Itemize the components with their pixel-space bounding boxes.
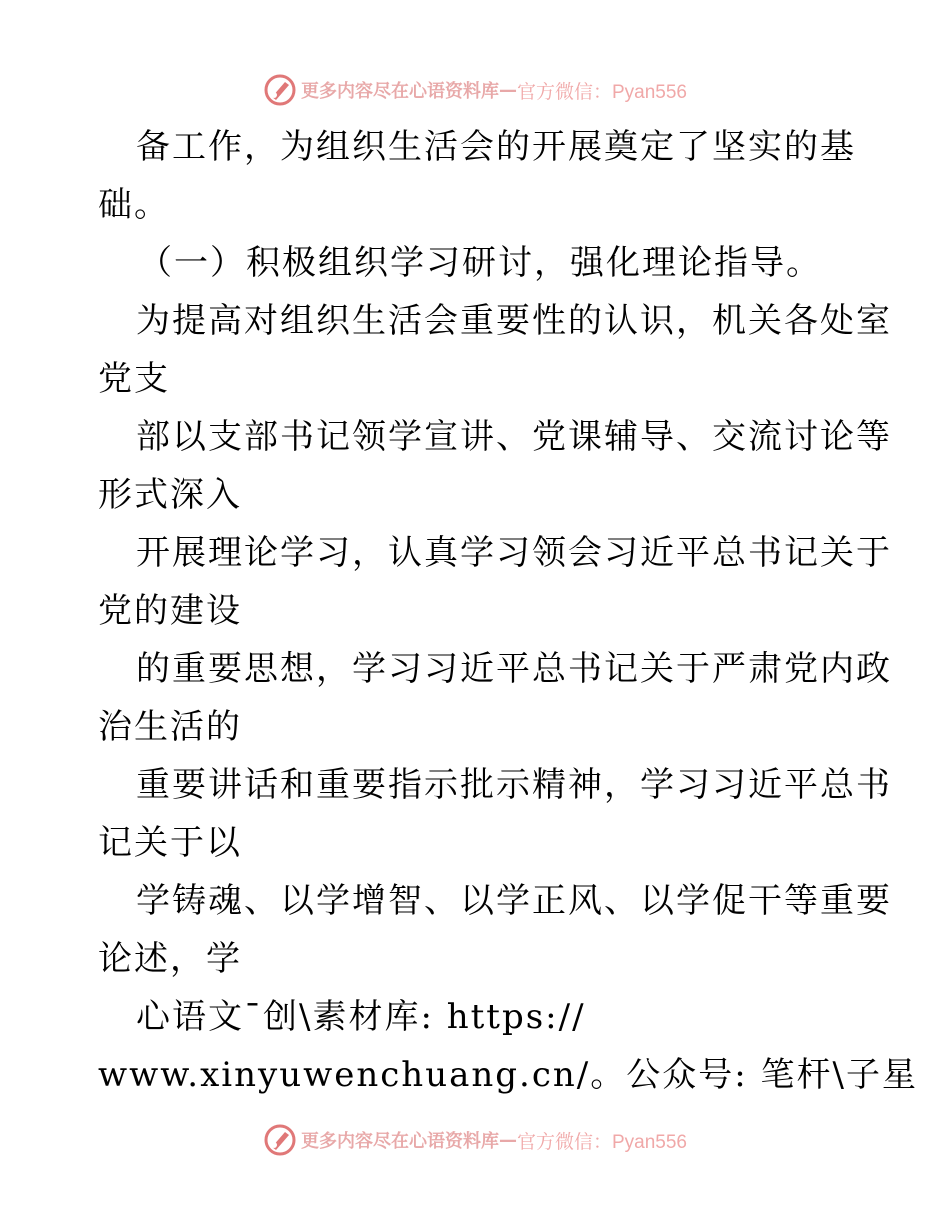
body-line: 为提高对组织生活会重要性的认识，机关各处室: [136, 301, 892, 341]
section-heading: （一）积极组织学习研讨，强化理论指导。: [138, 243, 822, 283]
source-line: 心语文¯创\素材库: https://: [136, 997, 586, 1037]
body-line: 开展理论学习，认真学习领会习近平总书记关于: [136, 533, 892, 573]
watermark-separator: —: [498, 1129, 517, 1151]
watermark-separator: —: [498, 79, 517, 101]
body-line: 形式深入: [98, 475, 242, 515]
body-line: 重要讲话和重要指示批示精神，学习习近平总书: [136, 765, 892, 805]
body-line: 备工作，为组织生活会的开展奠定了坚实的基: [136, 127, 856, 167]
watermark-contact: 官方微信：Pyan556: [516, 81, 687, 103]
footer-watermark: [0, 1120, 950, 1160]
body-line: 党的建设: [98, 591, 242, 631]
body-line: 础。: [98, 185, 170, 225]
body-line: 记关于以: [98, 823, 242, 863]
body-line: 党支: [98, 359, 170, 399]
body-line: 部以支部书记领学宣讲、党课辅导、交流讨论等: [136, 417, 892, 457]
document-body: [98, 118, 918, 1104]
source-url-line: www.xinyuwenchuang.cn/。公众号: 笔杆\子星: [98, 1055, 918, 1095]
header-watermark: [0, 70, 950, 110]
pen-seal-icon: [263, 73, 297, 107]
watermark-main-text: 更多内容尽在心语资料库: [300, 1131, 499, 1152]
body-line: 的重要思想，学习习近平总书记关于严肃党内政: [136, 649, 892, 689]
body-line: 治生活的: [98, 707, 242, 747]
body-line: 论述，学: [98, 939, 242, 979]
watermark-contact: 官方微信：Pyan556: [516, 1131, 687, 1153]
watermark-main-text: 更多内容尽在心语资料库: [300, 81, 499, 102]
pen-seal-icon: [263, 1123, 297, 1157]
body-line: 学铸魂、以学增智、以学正风、以学促干等重要: [136, 881, 892, 921]
